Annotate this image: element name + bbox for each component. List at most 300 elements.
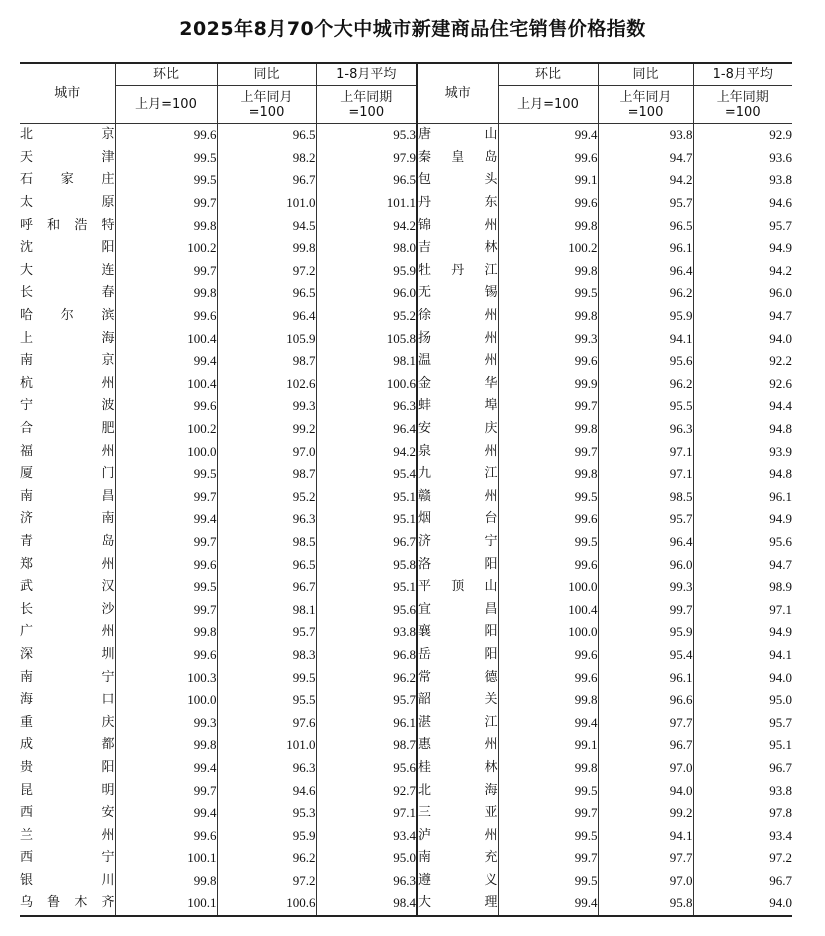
table-row: [20, 802, 792, 825]
mom-value: 99.8: [115, 621, 217, 644]
city-name-text: 泉 州: [418, 443, 498, 459]
city-name: [20, 373, 115, 396]
table-row: [20, 463, 792, 486]
avg-value: 94.7: [693, 305, 792, 328]
mom-value: 99.3: [115, 711, 217, 734]
city-name-text: 上 海: [20, 330, 115, 346]
avg-value: 95.6: [693, 531, 792, 554]
avg-value: 94.6: [693, 192, 792, 215]
city-name: [417, 847, 498, 870]
city-name: [417, 192, 498, 215]
yoy-value: 105.9: [217, 327, 316, 350]
table-row: [20, 779, 792, 802]
city-name-text: 合 肥: [20, 421, 115, 437]
yoy-value: 95.9: [217, 824, 316, 847]
city-name: [417, 237, 498, 260]
city-name: [417, 892, 498, 916]
city-name-text: 温 州: [418, 353, 498, 369]
mom-value: 99.4: [498, 711, 598, 734]
avg-value: 98.4: [316, 892, 417, 916]
city-name: [20, 576, 115, 599]
mom-value: 99.8: [498, 305, 598, 328]
city-name-text: 平 顶 山: [418, 579, 498, 595]
city-name-text: 重 庆: [20, 714, 115, 730]
avg-value: 95.2: [316, 305, 417, 328]
mom-value: 99.4: [498, 124, 598, 147]
avg-value: 93.4: [693, 824, 792, 847]
yoy-value: 96.2: [598, 282, 693, 305]
yoy-value: 101.0: [217, 192, 316, 215]
city-name: [20, 711, 115, 734]
mom-value: 99.7: [115, 260, 217, 283]
city-name: [20, 779, 115, 802]
city-name: [20, 440, 115, 463]
header-city-left: 城市: [20, 63, 115, 124]
avg-value: 94.7: [693, 553, 792, 576]
table-row: [20, 508, 792, 531]
city-name: [417, 508, 498, 531]
city-name: [417, 802, 498, 825]
header-yoy-left: 同比: [217, 63, 316, 86]
city-name: [20, 847, 115, 870]
city-name: [20, 621, 115, 644]
mom-value: 99.5: [115, 169, 217, 192]
mom-value: 99.8: [498, 463, 598, 486]
yoy-value: 96.4: [217, 305, 316, 328]
city-name-text: 三 亚: [418, 805, 498, 821]
mom-value: 99.9: [498, 373, 598, 396]
city-name-text: 襄 阳: [418, 624, 498, 640]
yoy-value: 97.7: [598, 847, 693, 870]
mom-value: 100.4: [498, 598, 598, 621]
header-yoy-base-right: 上年同月 =100: [598, 86, 693, 124]
avg-value: 97.1: [693, 598, 792, 621]
city-name: [20, 395, 115, 418]
avg-value: 96.5: [316, 169, 417, 192]
header-city-right: 城市: [417, 63, 498, 124]
avg-value: 97.1: [316, 802, 417, 825]
mom-value: 99.7: [498, 440, 598, 463]
avg-value: 96.2: [316, 666, 417, 689]
yoy-value: 94.1: [598, 824, 693, 847]
header-mom-base-left: 上月=100: [115, 86, 217, 124]
yoy-value: 99.3: [598, 576, 693, 599]
city-name-text: 牡 丹 江: [418, 262, 498, 278]
city-name-text: 天 津: [20, 149, 115, 165]
mom-value: 99.8: [115, 870, 217, 893]
yoy-value: 97.0: [598, 757, 693, 780]
city-name-text: 西 宁: [20, 850, 115, 866]
city-name: [417, 870, 498, 893]
avg-value: 95.1: [693, 734, 792, 757]
yoy-value: 94.2: [598, 169, 693, 192]
city-name: [20, 169, 115, 192]
table-row: [20, 327, 792, 350]
mom-value: 99.8: [498, 214, 598, 237]
avg-value: 93.9: [693, 440, 792, 463]
mom-value: 99.8: [498, 689, 598, 712]
yoy-value: 102.6: [217, 373, 316, 396]
avg-value: 98.9: [693, 576, 792, 599]
table-row: [20, 237, 792, 260]
avg-value: 95.4: [316, 463, 417, 486]
mom-value: 99.3: [498, 327, 598, 350]
avg-value: 95.0: [316, 847, 417, 870]
city-name-text: 大 连: [20, 262, 115, 278]
mom-value: 99.8: [498, 260, 598, 283]
yoy-value: 96.3: [598, 418, 693, 441]
table-row: [20, 621, 792, 644]
city-name: [417, 757, 498, 780]
yoy-value: 94.7: [598, 147, 693, 170]
city-name-text: 扬 州: [418, 330, 498, 346]
table-row: [20, 553, 792, 576]
avg-value: 94.9: [693, 621, 792, 644]
mom-value: 99.6: [498, 350, 598, 373]
mom-value: 99.5: [115, 147, 217, 170]
avg-value: 96.0: [693, 282, 792, 305]
header-yoy-base-left: 上年同月 =100: [217, 86, 316, 124]
city-name-text: 九 江: [418, 466, 498, 482]
city-name-text: 宁 波: [20, 398, 115, 414]
city-name-text: 贵 阳: [20, 759, 115, 775]
yoy-value: 95.6: [598, 350, 693, 373]
table-row: [20, 757, 792, 780]
city-name-text: 济 南: [20, 511, 115, 527]
mom-value: 99.5: [498, 486, 598, 509]
city-name-text: 宜 昌: [418, 601, 498, 617]
yoy-value: 99.2: [217, 418, 316, 441]
city-name: [20, 124, 115, 147]
city-name-text: 南 宁: [20, 669, 115, 685]
table-row: [20, 734, 792, 757]
yoy-value: 94.6: [217, 779, 316, 802]
avg-value: 92.2: [693, 350, 792, 373]
yoy-value: 98.5: [217, 531, 316, 554]
mom-value: 99.8: [115, 734, 217, 757]
yoy-value: 96.6: [598, 689, 693, 712]
mom-value: 100.4: [115, 327, 217, 350]
table-row: [20, 192, 792, 215]
avg-value: 96.3: [316, 870, 417, 893]
city-name-text: 广 州: [20, 624, 115, 640]
city-name: [417, 711, 498, 734]
city-name: [20, 350, 115, 373]
yoy-value: 95.9: [598, 621, 693, 644]
mom-value: 99.5: [498, 824, 598, 847]
yoy-value: 97.0: [217, 440, 316, 463]
page-title: 2025年8月70个大中城市新建商品住宅销售价格指数: [179, 18, 646, 40]
table-row: [20, 689, 792, 712]
yoy-value: 96.3: [217, 508, 316, 531]
mom-value: 100.4: [115, 373, 217, 396]
city-name: [20, 237, 115, 260]
yoy-value: 98.3: [217, 644, 316, 667]
city-name-text: 南 充: [418, 850, 498, 866]
yoy-value: 95.4: [598, 644, 693, 667]
avg-value: 95.1: [316, 508, 417, 531]
mom-value: 99.6: [115, 824, 217, 847]
city-name: [417, 644, 498, 667]
city-name: [20, 508, 115, 531]
city-name-text: 秦 皇 岛: [418, 149, 498, 165]
table-row: [20, 644, 792, 667]
price-index-table: [20, 62, 792, 917]
city-name-text: 长 春: [20, 285, 115, 301]
avg-value: 94.1: [693, 644, 792, 667]
avg-value: 97.8: [693, 802, 792, 825]
table-row: [20, 847, 792, 870]
yoy-value: 96.2: [217, 847, 316, 870]
yoy-value: 95.9: [598, 305, 693, 328]
table-row: [20, 440, 792, 463]
mom-value: 99.5: [498, 779, 598, 802]
city-name: [417, 124, 498, 147]
city-name-text: 石 家 庄: [20, 172, 115, 188]
city-name: [417, 576, 498, 599]
mom-value: 99.6: [498, 508, 598, 531]
avg-value: 98.7: [316, 734, 417, 757]
city-name-text: 福 州: [20, 443, 115, 459]
city-name: [20, 327, 115, 350]
table-row: [20, 124, 792, 147]
city-name: [417, 282, 498, 305]
avg-value: 94.2: [316, 214, 417, 237]
city-name-text: 惠 州: [418, 737, 498, 753]
avg-value: 94.2: [316, 440, 417, 463]
avg-value: 96.1: [693, 486, 792, 509]
mom-value: 99.1: [498, 734, 598, 757]
avg-value: 95.7: [693, 214, 792, 237]
mom-value: 100.1: [115, 892, 217, 916]
avg-value: 92.9: [693, 124, 792, 147]
city-name-text: 沈 阳: [20, 240, 115, 256]
table-row: [20, 666, 792, 689]
avg-value: 94.0: [693, 666, 792, 689]
yoy-value: 97.2: [217, 870, 316, 893]
mom-value: 99.7: [115, 531, 217, 554]
yoy-value: 100.6: [217, 892, 316, 916]
mom-value: 100.0: [498, 621, 598, 644]
mom-value: 99.8: [115, 214, 217, 237]
mom-value: 99.8: [498, 757, 598, 780]
yoy-value: 96.7: [217, 169, 316, 192]
city-name-text: 昆 明: [20, 782, 115, 798]
yoy-value: 97.6: [217, 711, 316, 734]
city-name: [20, 282, 115, 305]
city-name: [417, 531, 498, 554]
city-name-text: 太 原: [20, 195, 115, 211]
city-name-text: 兰 州: [20, 827, 115, 843]
city-name-text: 南 京: [20, 353, 115, 369]
avg-value: 105.8: [316, 327, 417, 350]
mom-value: 100.0: [115, 689, 217, 712]
city-name: [417, 598, 498, 621]
yoy-value: 99.2: [598, 802, 693, 825]
city-name-text: 青 岛: [20, 533, 115, 549]
city-name: [20, 598, 115, 621]
table-row: [20, 147, 792, 170]
mom-value: 99.6: [115, 644, 217, 667]
city-name-text: 岳 阳: [418, 646, 498, 662]
city-name-text: 吉 林: [418, 240, 498, 256]
mom-value: 99.6: [115, 553, 217, 576]
table-row: [20, 711, 792, 734]
city-name-text: 赣 州: [418, 488, 498, 504]
city-name-text: 唐 山: [418, 127, 498, 143]
city-name: [417, 350, 498, 373]
city-name: [417, 147, 498, 170]
table-row: [20, 260, 792, 283]
yoy-value: 94.5: [217, 214, 316, 237]
city-name: [417, 463, 498, 486]
avg-value: 95.3: [316, 124, 417, 147]
city-name-text: 呼 和 浩 特: [20, 217, 115, 233]
avg-value: 96.1: [316, 711, 417, 734]
yoy-value: 97.1: [598, 440, 693, 463]
yoy-value: 96.4: [598, 260, 693, 283]
table-row: [20, 576, 792, 599]
avg-value: 96.8: [316, 644, 417, 667]
city-name-text: 海 口: [20, 692, 115, 708]
table-row: [20, 395, 792, 418]
mom-value: 99.7: [115, 779, 217, 802]
avg-value: 95.0: [693, 689, 792, 712]
avg-value: 96.0: [316, 282, 417, 305]
yoy-value: 96.7: [217, 576, 316, 599]
yoy-value: 93.8: [598, 124, 693, 147]
header-avg-base-right: 上年同期 =100: [693, 86, 792, 124]
yoy-value: 94.1: [598, 327, 693, 350]
header-avg-right: 1-8月平均: [693, 63, 792, 86]
city-name: [20, 214, 115, 237]
yoy-value: 96.7: [598, 734, 693, 757]
mom-value: 99.4: [498, 892, 598, 916]
table-row: [20, 305, 792, 328]
mom-value: 100.2: [498, 237, 598, 260]
city-name-text: 西 安: [20, 805, 115, 821]
mom-value: 99.6: [498, 644, 598, 667]
city-name-text: 韶 关: [418, 692, 498, 708]
yoy-value: 95.3: [217, 802, 316, 825]
city-name: [417, 214, 498, 237]
table-row: [20, 892, 792, 916]
avg-value: 94.9: [693, 508, 792, 531]
city-name: [20, 666, 115, 689]
avg-value: 95.7: [693, 711, 792, 734]
yoy-value: 96.5: [598, 214, 693, 237]
mom-value: 99.5: [115, 463, 217, 486]
city-name: [417, 621, 498, 644]
city-name: [20, 644, 115, 667]
city-name-text: 常 德: [418, 669, 498, 685]
avg-value: 93.8: [693, 169, 792, 192]
city-name-text: 安 庆: [418, 421, 498, 437]
table-row: [20, 531, 792, 554]
mom-value: 99.4: [115, 350, 217, 373]
city-name-text: 厦 门: [20, 466, 115, 482]
mom-value: 99.7: [498, 395, 598, 418]
city-name: [417, 440, 498, 463]
yoy-value: 99.7: [598, 598, 693, 621]
avg-value: 97.9: [316, 147, 417, 170]
table-row: [20, 169, 792, 192]
yoy-value: 99.3: [217, 395, 316, 418]
avg-value: 94.9: [693, 237, 792, 260]
mom-value: 99.5: [498, 531, 598, 554]
city-name-text: 哈 尔 滨: [20, 308, 115, 324]
avg-value: 94.4: [693, 395, 792, 418]
city-name: [20, 260, 115, 283]
mom-value: 99.5: [498, 870, 598, 893]
mom-value: 100.1: [115, 847, 217, 870]
avg-value: 95.6: [316, 598, 417, 621]
city-name-text: 锦 州: [418, 217, 498, 233]
city-name: [417, 305, 498, 328]
avg-value: 100.6: [316, 373, 417, 396]
city-name-text: 金 华: [418, 375, 498, 391]
city-name: [417, 779, 498, 802]
city-name: [417, 666, 498, 689]
yoy-value: 98.1: [217, 598, 316, 621]
city-name-text: 蚌 埠: [418, 398, 498, 414]
avg-value: 94.8: [693, 418, 792, 441]
city-name: [20, 553, 115, 576]
avg-value: 96.4: [316, 418, 417, 441]
mom-value: 99.8: [115, 282, 217, 305]
city-name: [20, 870, 115, 893]
yoy-value: 96.3: [217, 757, 316, 780]
city-name: [20, 757, 115, 780]
avg-value: 98.1: [316, 350, 417, 373]
avg-value: 96.7: [693, 870, 792, 893]
yoy-value: 96.4: [598, 531, 693, 554]
city-name-text: 遵 义: [418, 872, 498, 888]
mom-value: 99.1: [498, 169, 598, 192]
avg-value: 93.4: [316, 824, 417, 847]
avg-value: 101.1: [316, 192, 417, 215]
mom-value: 99.6: [115, 305, 217, 328]
mom-value: 99.7: [115, 486, 217, 509]
city-name: [417, 553, 498, 576]
mom-value: 99.7: [115, 192, 217, 215]
city-name-text: 泸 州: [418, 827, 498, 843]
city-name-text: 成 都: [20, 737, 115, 753]
yoy-value: 95.5: [598, 395, 693, 418]
city-name-text: 包 头: [418, 172, 498, 188]
city-name: [20, 147, 115, 170]
avg-value: 94.2: [693, 260, 792, 283]
city-name-text: 银 川: [20, 872, 115, 888]
table-row: [20, 418, 792, 441]
city-name-text: 郑 州: [20, 556, 115, 572]
yoy-value: 96.1: [598, 237, 693, 260]
city-name-text: 洛 阳: [418, 556, 498, 572]
table-row: [20, 824, 792, 847]
table-row: [20, 350, 792, 373]
yoy-value: 96.5: [217, 282, 316, 305]
avg-value: 94.0: [693, 892, 792, 916]
city-name: [20, 486, 115, 509]
yoy-value: 96.2: [598, 373, 693, 396]
mom-value: 99.8: [498, 418, 598, 441]
yoy-value: 94.0: [598, 779, 693, 802]
city-name: [417, 486, 498, 509]
city-name: [20, 531, 115, 554]
city-name-text: 桂 林: [418, 759, 498, 775]
city-name: [20, 418, 115, 441]
table-row: [20, 598, 792, 621]
